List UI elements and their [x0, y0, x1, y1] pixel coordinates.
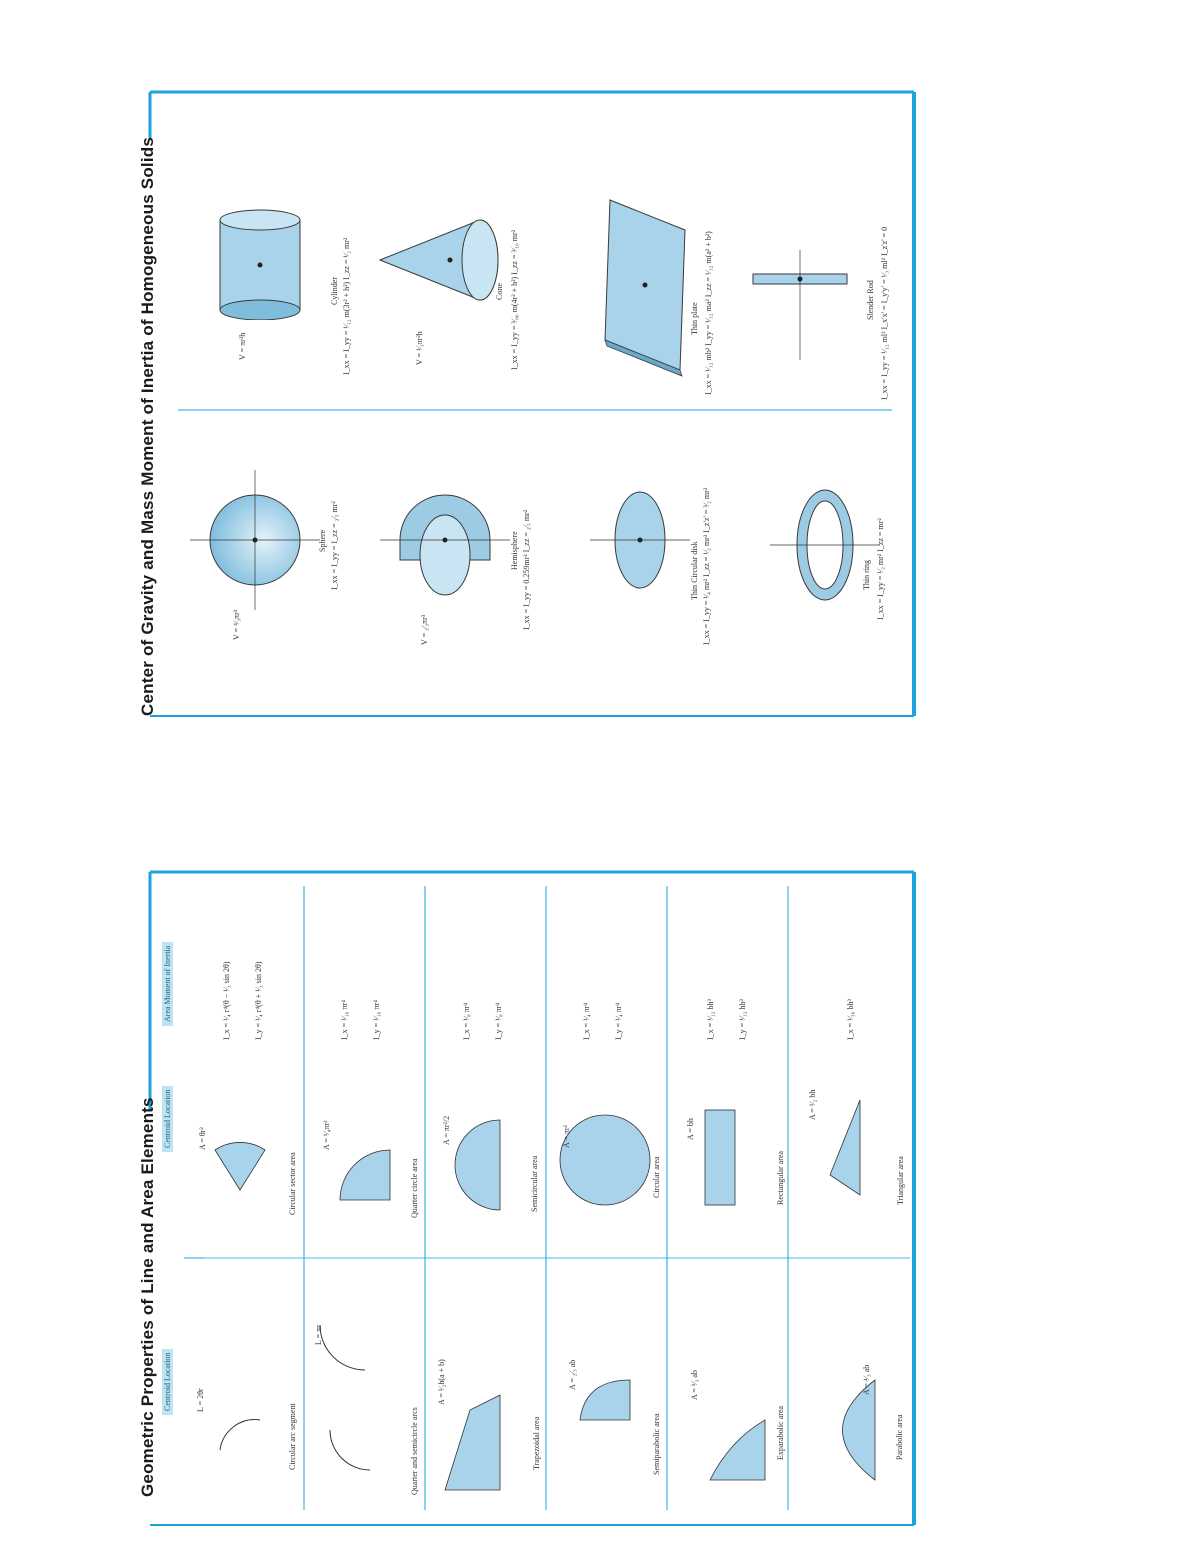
semiparabolic-shape [580, 1380, 630, 1420]
area-inertia-1b: I_y = ¹⁄₄ r⁴(θ + ¹⁄₂ sin 2θ) [254, 961, 263, 1040]
thin-ring-formula: I_xx = I_yy = ¹⁄₂ mr² I_zz = mr² [876, 518, 885, 620]
rectangle-shape [705, 1110, 735, 1205]
header-centroid-location-lines: Centroid Location [162, 1349, 173, 1415]
solids-panel-title: Center of Gravity and Mass Moment of Inertia of Homogeneous Solids [138, 137, 157, 716]
area-formula-5: A = bh [686, 1118, 695, 1140]
quarter-circle-shape [340, 1150, 390, 1200]
slender-rod-formula: I_xx = I_yy = ¹⁄₁₂ ml² I_x'x' = I_y'y' = ¹⁄₃ ml² I_z'z' = 0 [880, 226, 889, 400]
area-inertia-5b: I_y = ¹⁄₁₂ hb³ [738, 999, 747, 1040]
cone-label: Cone [495, 283, 504, 300]
line-formula-5: A = ¹⁄₃ ab [690, 1370, 699, 1400]
area-caption-4: Circular area [652, 1156, 661, 1198]
line-caption-3: Trapezoidal area [532, 1416, 541, 1470]
line-caption-5: Exparabolic area [776, 1406, 785, 1460]
hemisphere-label: Hemisphere [510, 531, 519, 570]
area-caption-5: Rectangular area [776, 1151, 785, 1205]
sphere-label: Sphere [318, 529, 327, 552]
line-formula-4: A = ₂⁄₃ ab [568, 1359, 577, 1390]
header-area-moment-of-inertia: Area Moment of Inertia [162, 942, 173, 1026]
thin-plate-label: Thin plate [690, 302, 699, 335]
area-caption-6: Triangular area [896, 1156, 905, 1205]
cone-volume: V = ¹⁄₃πr²h [415, 331, 424, 365]
area-caption-2: Quarter circle area [410, 1158, 419, 1218]
line-formula-1: L = 2θr [196, 1388, 205, 1412]
circular-sector-shape [215, 1142, 265, 1190]
area-caption-3: Semicircular area [530, 1155, 539, 1212]
area-formula-4: A = πr² [562, 1125, 571, 1148]
thin-plate-formula: I_xx = ¹⁄₁₂ mb² I_yy = ¹⁄₁₂ ma² I_zz = ¹⁄₁₂ m(a² + b²) [704, 231, 713, 395]
line-formula-6: A = ⁴⁄₃ ab [862, 1364, 871, 1395]
hemisphere-formula: I_xx = I_yy = 0.259mr² I_zz = ₂⁄₅ mr² [522, 509, 531, 630]
cylinder-formula: I_xx = I_yy = ¹⁄₁₂ m(3r² + h²) I_zz = ¹⁄₂ mr² [342, 237, 351, 375]
exparabolic-shape [710, 1420, 765, 1480]
parabolic-shape [843, 1380, 876, 1480]
line-caption-6: Parabolic area [895, 1414, 904, 1460]
line-caption-2: Quarter and semicircle arcs [410, 1407, 419, 1495]
area-panel-title: Geometric Properties of Line and Area Elements [138, 1097, 157, 1497]
area-inertia-1a: I_x = ¹⁄₄ r⁴(θ − ¹⁄₂ sin 2θ) [222, 961, 231, 1040]
cylinder-volume: V = πr²h [238, 332, 247, 360]
area-inertia-2b: I_y = ¹⁄₁₆ πr⁴ [372, 1000, 381, 1040]
header-centroid-location-areas: Centroid Location [162, 1086, 173, 1152]
slender-rod-label: Slender Rod [866, 280, 875, 320]
quarter-arc-shape [330, 1430, 370, 1470]
sphere-formula: I_xx = I_yy = I_zz = ₂⁄₅ mr² [330, 501, 339, 590]
semicircular-shape [455, 1120, 500, 1210]
thin-disk-label: Thin Circular disk [690, 541, 699, 600]
circular-arc-shape [220, 1420, 260, 1450]
line-caption-1: Circular arc segment [288, 1403, 297, 1470]
area-caption-1: Circular sector area [288, 1152, 297, 1215]
thin-ring-label: Thin ring [862, 560, 871, 590]
semicircle-arc-shape [320, 1325, 365, 1370]
area-formula-6: A = ¹⁄₂ bh [808, 1089, 817, 1120]
hemisphere-volume: V = ₂⁄₃πr³ [420, 614, 429, 645]
area-inertia-2a: I_x = ¹⁄₁₆ πr⁴ [340, 1000, 349, 1040]
area-formula-3: A = πr²/2 [442, 1115, 451, 1145]
area-formula-1: A = θr² [198, 1127, 207, 1150]
area-formula-2: A = ¹⁄₄πr² [322, 1120, 331, 1150]
circle-shape [560, 1115, 650, 1205]
area-inertia-3a: I_x = ¹⁄₈ πr⁴ [462, 1002, 471, 1040]
area-inertia-6a: I_x = ¹⁄₃₆ bh³ [846, 999, 855, 1040]
line-formula-2: L = πr [314, 1325, 323, 1345]
area-inertia-5a: I_x = ¹⁄₁₂ bh³ [706, 999, 715, 1040]
line-formula-3: A = ¹⁄₂h(a + b) [437, 1359, 446, 1405]
sphere-volume: V = ⁴⁄₃πr³ [232, 609, 241, 640]
cylinder-label: Cylinder [330, 277, 339, 305]
triangle-shape [830, 1100, 860, 1195]
area-inertia-4b: I_y = ¹⁄₄ πr⁴ [614, 1002, 623, 1040]
cone-formula: I_xx = I_yy = ³⁄₈₀ m(4r² + h²) I_zz = ³⁄₁₀ mr² [510, 229, 519, 370]
trapezoid-shape [445, 1395, 500, 1490]
thin-disk-formula: I_xx = I_yy = ¹⁄₄ mr² I_zz = ¹⁄₂ mr² I_z'z' = ³⁄₂ mr² [702, 487, 711, 645]
area-inertia-4a: I_x = ¹⁄₄ πr⁴ [582, 1002, 591, 1040]
area-inertia-3b: I_y = ¹⁄₈ πr⁴ [494, 1002, 503, 1040]
line-caption-4: Semiparabolic area [652, 1413, 661, 1475]
